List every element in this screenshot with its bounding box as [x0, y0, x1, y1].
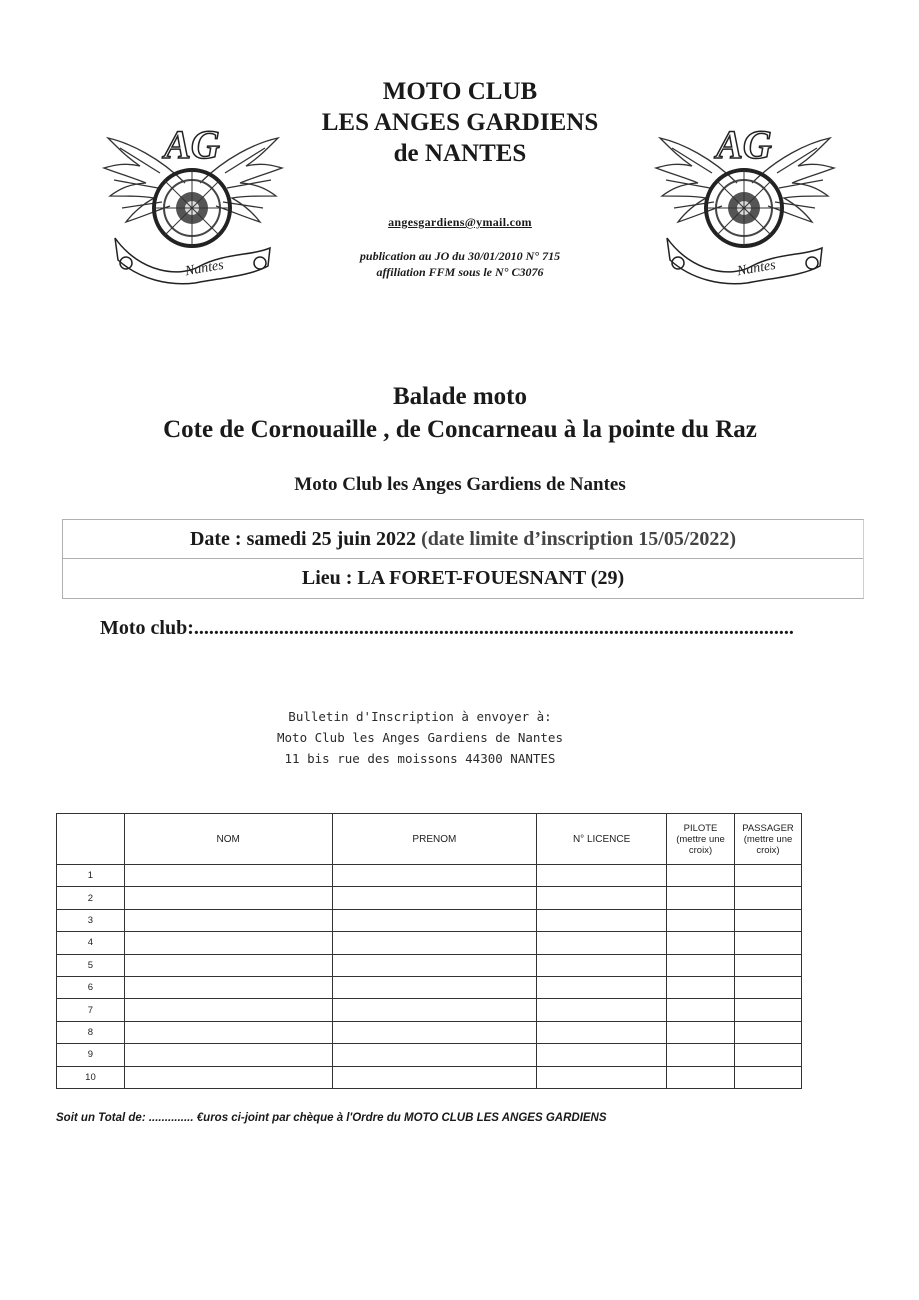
row-number: 10 [57, 1066, 125, 1088]
row-number: 4 [57, 932, 125, 954]
licence-cell[interactable] [537, 932, 667, 954]
passager-cell[interactable] [734, 1066, 801, 1088]
nom-cell[interactable] [124, 1044, 332, 1066]
prenom-cell[interactable] [332, 1044, 537, 1066]
passager-cell[interactable] [734, 865, 801, 887]
mailing-address [230, 706, 610, 769]
event-title-line-1: Balade moto [392, 383, 528, 410]
passager-cell[interactable] [734, 1021, 801, 1043]
prenom-cell[interactable] [332, 932, 537, 954]
row-number: 8 [57, 1021, 125, 1043]
club-title-line-3: de NANTES [393, 140, 527, 167]
prenom-cell[interactable] [332, 954, 537, 976]
header-pilote [667, 814, 735, 865]
table-row [57, 909, 802, 931]
row-number: 1 [57, 865, 125, 887]
table-header-row [57, 814, 802, 865]
licence-cell[interactable] [537, 999, 667, 1021]
table-row [57, 1021, 802, 1043]
table-row [57, 954, 802, 976]
row-number: 3 [57, 909, 125, 931]
licence-cell[interactable] [537, 909, 667, 931]
moto-club-field[interactable]: Moto club:........................................................................................................................ [100, 617, 794, 639]
licence-cell[interactable] [537, 1066, 667, 1088]
table-row [57, 865, 802, 887]
passager-cell[interactable] [734, 954, 801, 976]
nom-cell[interactable] [124, 1066, 332, 1088]
row-number: 6 [57, 976, 125, 998]
date-location-box [62, 519, 864, 599]
licence-cell[interactable] [537, 954, 667, 976]
pilote-cell[interactable] [667, 1021, 735, 1043]
registration-table [56, 813, 802, 1089]
passager-cell[interactable] [734, 1044, 801, 1066]
bulletin-line-3: 11 bis rue des moissons 44300 NANTES [284, 751, 556, 766]
event-date [63, 528, 863, 551]
prenom-cell[interactable] [332, 976, 537, 998]
nom-cell[interactable] [124, 976, 332, 998]
club-registration-info [290, 248, 630, 280]
club-logo-right [652, 88, 837, 288]
club-title-line-1: MOTO CLUB [382, 78, 538, 105]
header-number [57, 814, 125, 865]
passager-cell[interactable] [734, 887, 801, 909]
header-passager-line-3: croix) [756, 844, 780, 856]
header-pilote-line-1: PILOTE [683, 822, 718, 834]
payment-total-line: Soit un Total de: .............. €uros ci-joint par chèque à l'Ordre du MOTO CLUB LES ANGES GARDIENS [56, 1112, 607, 1124]
nom-cell[interactable] [124, 887, 332, 909]
winged-wheel-logo-icon [100, 88, 285, 288]
svg-text:AG: AG [716, 122, 772, 167]
prenom-cell[interactable] [332, 865, 537, 887]
table-row [57, 976, 802, 998]
passager-cell[interactable] [734, 909, 801, 931]
winged-wheel-logo-icon [652, 88, 837, 288]
pilote-cell[interactable] [667, 932, 735, 954]
event-title-line-2: Cote de Cornouaille , de Concarneau à la pointe du Raz [163, 416, 757, 443]
passager-cell[interactable] [734, 976, 801, 998]
club-logo-left [100, 88, 285, 288]
pilote-cell[interactable] [667, 1044, 735, 1066]
prenom-cell[interactable] [332, 909, 537, 931]
row-number: 7 [57, 999, 125, 1021]
pilote-cell[interactable] [667, 1066, 735, 1088]
table-row [57, 932, 802, 954]
row-number: 2 [57, 887, 125, 909]
prenom-cell[interactable] [332, 1066, 537, 1088]
nom-cell[interactable] [124, 999, 332, 1021]
table-row [57, 1066, 802, 1088]
row-number: 5 [57, 954, 125, 976]
header-passager [734, 814, 801, 865]
header-licence: N° LICENCE [537, 814, 667, 865]
row-number: 9 [57, 1044, 125, 1066]
header-prenom: PRENOM [332, 814, 537, 865]
nom-cell[interactable] [124, 954, 332, 976]
table-row [57, 999, 802, 1021]
svg-text:Nantes: Nantes [735, 257, 777, 280]
event-title [60, 380, 860, 446]
licence-cell[interactable] [537, 1044, 667, 1066]
licence-cell[interactable] [537, 865, 667, 887]
bulletin-line-1: Bulletin d'Inscription à envoyer à: [288, 709, 552, 724]
svg-text:Nantes: Nantes [183, 257, 225, 280]
pilote-cell[interactable] [667, 909, 735, 931]
club-email-link[interactable]: angesgardiens@ymail.com [388, 215, 532, 229]
nom-cell[interactable] [124, 865, 332, 887]
passager-cell[interactable] [734, 932, 801, 954]
event-date-label: Date : samedi 25 juin 2022 [189, 528, 417, 550]
licence-cell[interactable] [537, 887, 667, 909]
event-organizer: Moto Club les Anges Gardiens de Nantes [294, 474, 626, 495]
header-pilote-line-3: croix) [688, 844, 713, 856]
table-row [57, 887, 802, 909]
svg-text:AG: AG [164, 122, 220, 167]
licence-cell[interactable] [537, 1021, 667, 1043]
registration-deadline: (date limite d’inscription 15/05/2022) [421, 528, 737, 550]
nom-cell[interactable] [124, 932, 332, 954]
club-title-line-2: LES ANGES GARDIENS [321, 109, 599, 136]
header-pilote-line-2: (mettre une [676, 833, 725, 845]
pilote-cell[interactable] [667, 865, 735, 887]
header-nom: NOM [124, 814, 332, 865]
event-location: Lieu : LA FORET-FOUESNANT (29) [301, 567, 625, 589]
club-title [290, 76, 630, 169]
header-passager-line-2: (mettre une [743, 833, 793, 845]
affiliation-text: affiliation FFM sous le N° C3076 [376, 265, 544, 279]
bulletin-line-2: Moto Club les Anges Gardiens de Nantes [277, 730, 563, 745]
nom-cell[interactable] [124, 909, 332, 931]
pilote-cell[interactable] [667, 887, 735, 909]
passager-cell[interactable] [734, 999, 801, 1021]
pilote-cell[interactable] [667, 976, 735, 998]
pilote-cell[interactable] [667, 954, 735, 976]
nom-cell[interactable] [124, 1021, 332, 1043]
publication-text: publication au JO du 30/01/2010 N° 715 [359, 249, 561, 263]
box-divider [63, 558, 863, 559]
header-passager-line-1: PASSAGER [742, 822, 794, 834]
table-row [57, 1044, 802, 1066]
prenom-cell[interactable] [332, 887, 537, 909]
pilote-cell[interactable] [667, 999, 735, 1021]
prenom-cell[interactable] [332, 999, 537, 1021]
licence-cell[interactable] [537, 976, 667, 998]
prenom-cell[interactable] [332, 1021, 537, 1043]
